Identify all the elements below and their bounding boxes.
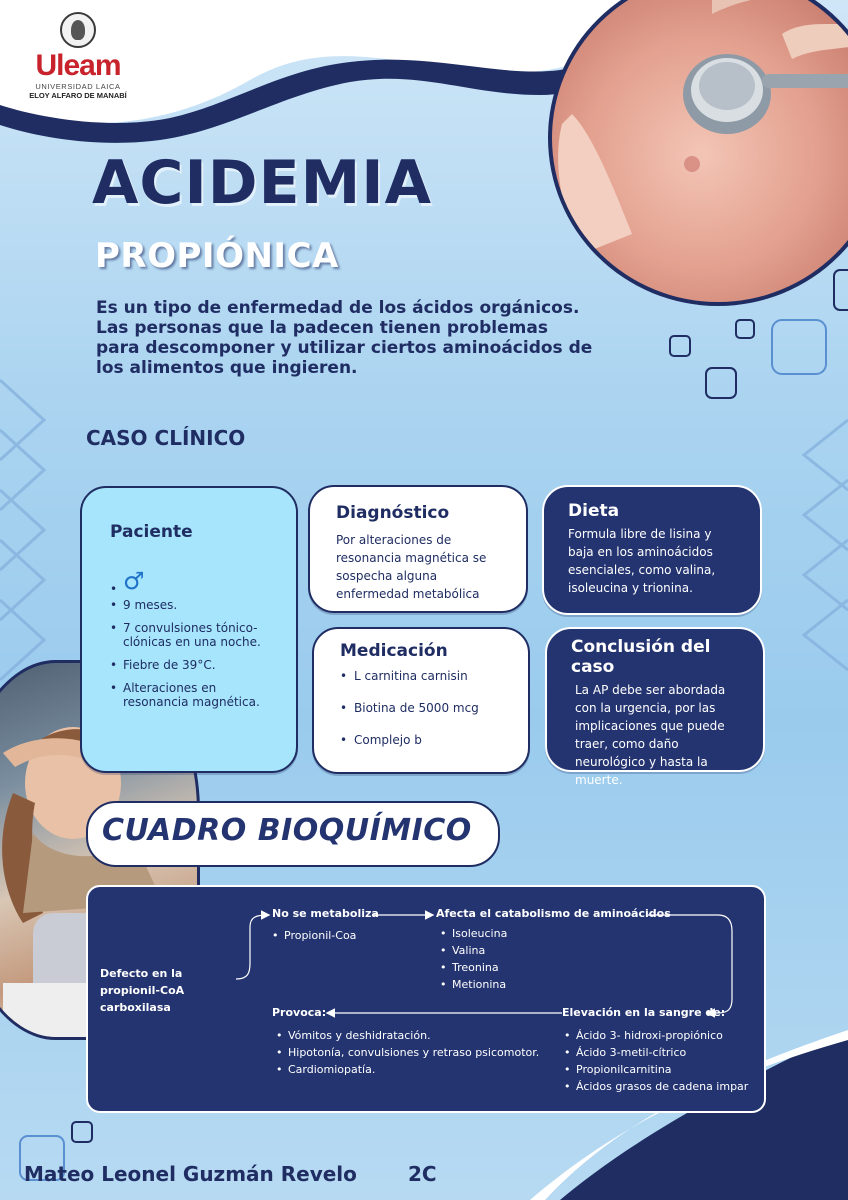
medicacion-heading: Medicación	[340, 641, 448, 661]
logo-wordmark: Uleam	[35, 49, 121, 82]
list-item: • Alteraciones en resonancia magnética.	[110, 681, 274, 709]
page-subtitle: PROPIÓNICA	[95, 236, 339, 276]
no-metaboliza-list	[272, 927, 356, 944]
group-label: 2C	[408, 1162, 437, 1186]
list-item: • Isoleucina	[440, 925, 507, 942]
list-item: • Vómitos y deshidratación.	[276, 1027, 539, 1044]
cuadro-bioquimico-banner	[86, 801, 500, 867]
afecta-label: Afecta el catabolismo de aminoácidos	[436, 907, 671, 920]
list-item: • Complejo b	[340, 733, 504, 747]
list-item: • Ácido 3-metil-cítrico	[564, 1044, 748, 1061]
no-metaboliza-label: No se metaboliza	[272, 907, 379, 920]
list-item: • Cardiomiopatía.	[276, 1061, 539, 1078]
list-item: • Ácido 3- hidroxi-propiónico	[564, 1027, 748, 1044]
conclusion-card	[545, 627, 765, 787]
provoca-list	[276, 1027, 539, 1078]
medicacion-card	[312, 627, 530, 774]
list-item: • L carnitina carnisin	[340, 669, 504, 683]
intro-paragraph: Es un tipo de enfermedad de los ácidos orgánicos. Las personas que la padecen tienen problemas para descomponer y utilizar ciertos aminoácidos de los alimentos que ingieren.	[96, 298, 593, 378]
male-symbol-icon: • ♂	[110, 568, 274, 594]
dieta-heading: Dieta	[568, 501, 620, 521]
elevacion-list	[564, 1027, 748, 1095]
provoca-label: Provoca:	[272, 1006, 327, 1019]
university-emblem-icon	[60, 12, 96, 48]
diagnostico-heading: Diagnóstico	[336, 503, 450, 523]
elevacion-label: Elevación en la sangre de:	[562, 1006, 726, 1019]
diagnostico-text: Por alteraciones de resonancia magnética se sospecha alguna enfermedad metabólica	[336, 533, 487, 601]
defecto-label: Defecto en la propionil-CoA carboxilasa	[100, 967, 185, 1014]
author-name: Mateo Leonel Guzmán Revelo	[24, 1162, 357, 1186]
paciente-list	[110, 568, 274, 709]
paciente-card	[80, 486, 298, 773]
cuadro-bioquimico-heading: CUADRO BIOQUÍMICO	[102, 813, 472, 848]
list-item: • Metionina	[440, 976, 507, 993]
list-item: • Treonina	[440, 959, 507, 976]
list-item: • Hipotonía, convulsiones y retraso psicomotor.	[276, 1044, 539, 1061]
dieta-text: Formula libre de lisina y baja en los aminoácidos esenciales, como valina, isoleucina y trionina.	[568, 527, 716, 595]
diagnostico-card	[308, 485, 528, 613]
list-item: • 9 meses.	[110, 598, 274, 612]
logo-line1: UNIVERSIDAD LAICA	[35, 82, 121, 91]
logo-line2: ELOY ALFARO DE MANABÍ	[29, 91, 127, 100]
uleam-logo	[18, 12, 138, 107]
list-item: • Fiebre de 39°C.	[110, 658, 274, 672]
dieta-card	[542, 485, 762, 615]
list-item: • 7 convulsiones tónico-clónicas en una noche.	[110, 621, 274, 649]
list-item: • Propionilcarnitina	[564, 1061, 748, 1078]
paciente-heading: Paciente	[110, 522, 193, 542]
conclusion-heading: Conclusión del caso	[571, 637, 711, 677]
page-title: ACIDEMIA	[92, 148, 433, 218]
biochemical-flowchart	[86, 885, 766, 1113]
conclusion-text: La AP debe ser abordada con la urgencia, por las implicaciones que puede traer, como daño neurológico y hasta la muerte.	[575, 683, 726, 787]
medicacion-list	[340, 669, 504, 747]
afecta-list	[440, 925, 507, 993]
caso-clinico-heading: CASO CLÍNICO	[86, 426, 246, 450]
list-item: • Biotina de 5000 mcg	[340, 701, 504, 715]
list-item: • Propionil-Coa	[272, 927, 356, 944]
list-item: • Valina	[440, 942, 507, 959]
list-item: • Ácidos grasos de cadena impar	[564, 1078, 748, 1095]
